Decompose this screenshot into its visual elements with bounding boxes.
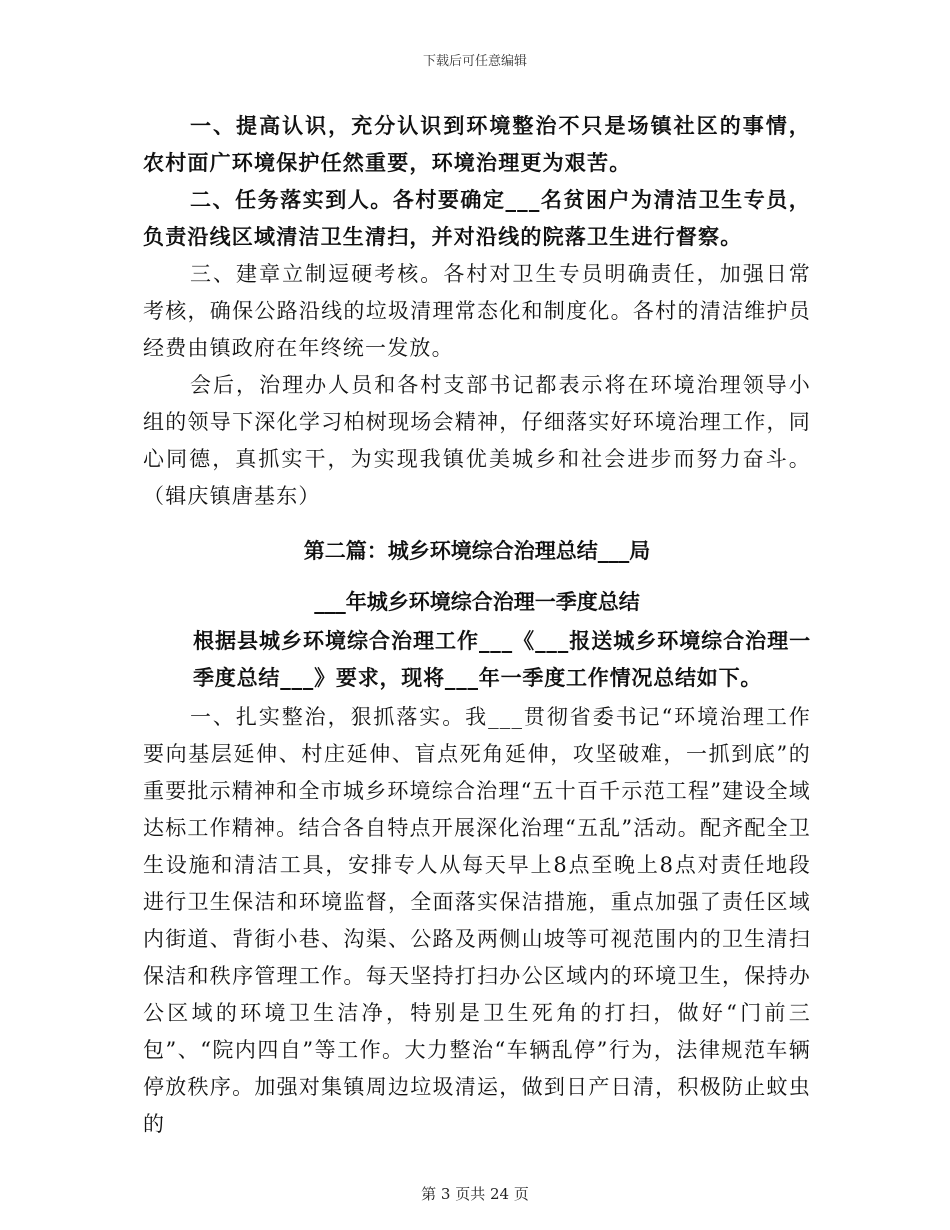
- paragraph-after-meeting: 会后，治理办人员和各村支部书记都表示将在环境治理领导小组的领导下深化学习柏树现场会精神，仔细落实好环境治理工作，同心同德，真抓实干，为实现我镇优美城乡和社会进步而努力奋斗。（辑庆镇唐基东）: [143, 373, 811, 508]
- section-subtitle: ___年城乡环境综合治理一季度总结: [314, 590, 640, 614]
- document-body: [143, 108, 811, 1143]
- paragraph-assessment: 三、建章立制逗硬考核。各村对卫生专员明确责任，加强日常考核，确保公路沿线的垃圾清理常态化和制度化。各村的清洁维护员经费由镇政府在年终统一发放。: [143, 262, 811, 360]
- page-footer: 第 3 页共 24 页: [421, 1185, 529, 1203]
- paragraph-raise-awareness: 一、提高认识，充分认识到环境整治不只是场镇社区的事情，农村面广环境保护任然重要，环境治理更为艰苦。: [143, 114, 811, 175]
- page-header: 下载后可任意编辑: [422, 54, 527, 69]
- paragraph-implementation: 一、扎实整治，狠抓落实。我___贯彻省委书记“环境治理工作要向基层延伸、村庄延伸、盲点死角延伸，攻坚破难，一抓到底”的重要批示精神和全市城乡环境综合治理“五十百千示范工程”建设全域达标工作精神。结合各自特点开展深化治理“五乱”活动。配齐配全卫生设施和清洁工具，安排专人从每天早上8点至晚上8点对责任地段进行卫生保洁和环境监督，全面落实保洁措施，重点加强了责任区域内街道、背街小巷、沟渠、公路及两侧山坡等可视范围内的卫生清扫保洁和秩序管理工作。每天坚持打扫办公区域内的环境卫生，保持办公区域的环境卫生洁净，特别是卫生死角的打扫，做好“门前三包”、“院内四自”等工作。大力整治“车辆乱停”行为，法律规范车辆停放秩序。加强对集镇周边垃圾清运，做到日产日清，积极防止蚊虫的: [143, 705, 811, 1136]
- section-intro: 根据县城乡环境综合治理工作___《___报送城乡环境综合治理一季度总结___》要求，现将___年一季度工作情况总结如下。: [193, 629, 811, 690]
- paragraph-assign-tasks: 二、任务落实到人。各村要确定___名贫困户为清洁卫生专员，负责沿线区域清洁卫生清扫，并对沿线的院落卫生进行督察。: [143, 188, 811, 249]
- section-title: 第二篇：城乡环境综合治理总结___局: [303, 539, 651, 563]
